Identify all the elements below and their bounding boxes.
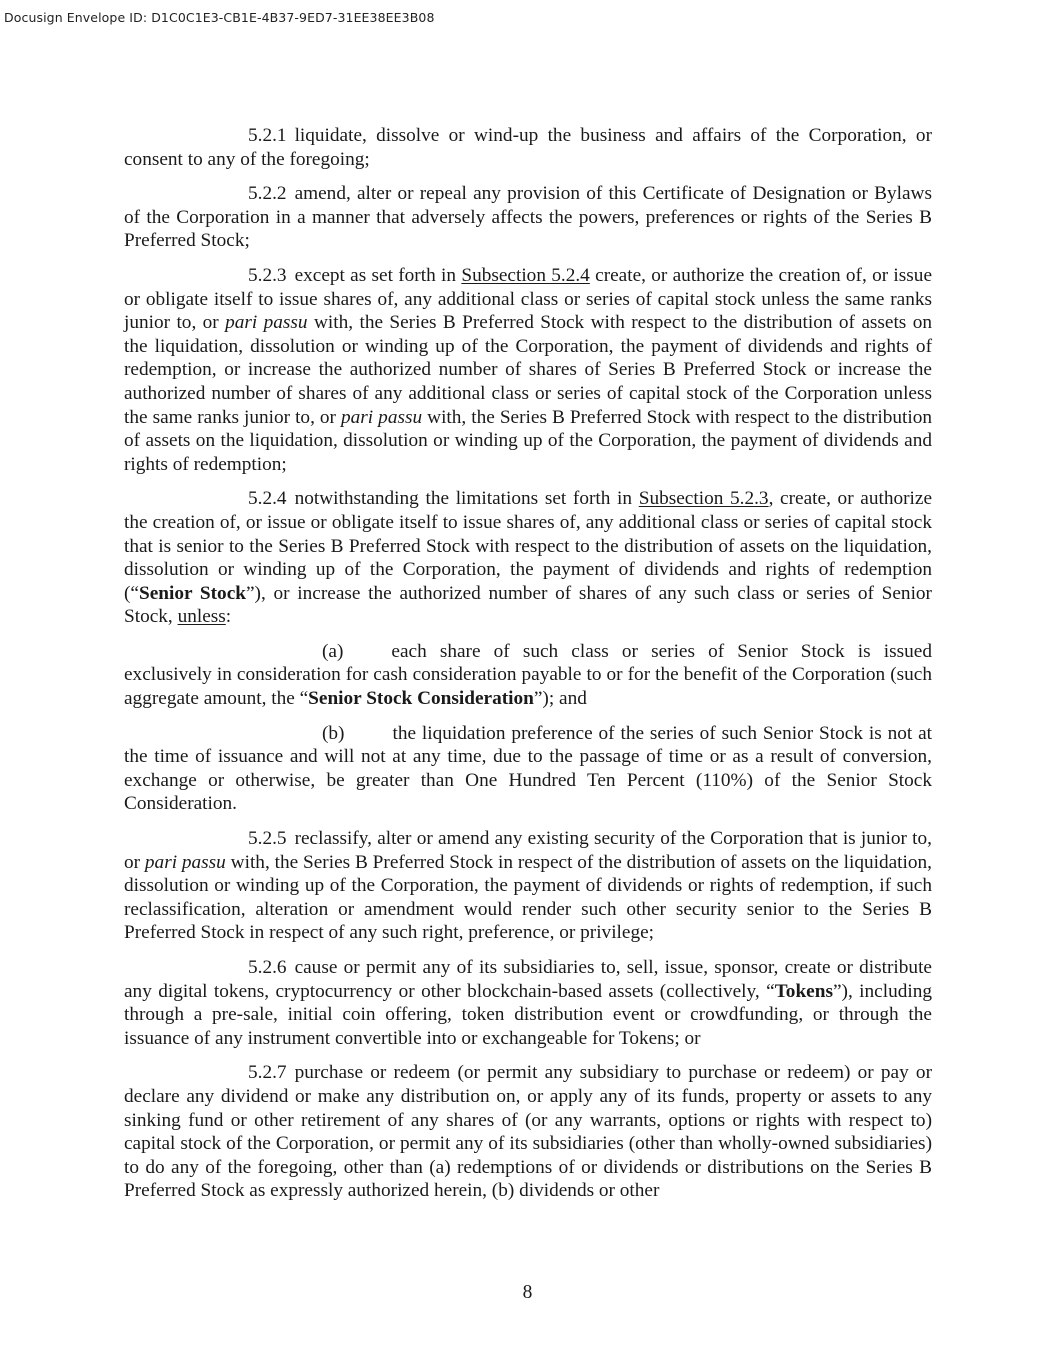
underlined-term: unless: [177, 606, 226, 628]
paragraph-5-2-5: [124, 827, 932, 945]
defined-term: Tokens: [774, 980, 833, 1002]
paragraph-text: ”), including through a pre-sale, initial coin offering, token distribution event or crowdfunding, or through the issuance of any instrument convertible into or exchangeable for Tokens; or: [124, 980, 933, 1049]
paragraph-text: with, the Series B Preferred Stock with respect to the distribution of assets on the liquidation, dissolution or winding up of the Corporation, the payment of dividends and rights of redemption;: [124, 406, 932, 475]
subsection-reference-link: Subsection 5.2.3: [638, 488, 769, 510]
paragraph-5-2-6: [124, 956, 932, 1050]
defined-term: Senior Stock Consideration: [308, 688, 534, 710]
section-number: 5.2.1: [248, 125, 287, 146]
paragraph-text: liquidate, dissolve or wind-up the business and affairs of the Corporation, or consent to any of the foregoing;: [124, 125, 932, 170]
docusign-envelope-id: Docusign Envelope ID: D1C0C1E3-CB1E-4B37-9ED7-31EE38EE3B08: [4, 10, 435, 25]
subsection-reference-link: Subsection 5.2.4: [461, 264, 590, 286]
italic-term: pari passu: [225, 312, 308, 334]
item-label: (b): [322, 722, 345, 744]
italic-term: pari passu: [144, 851, 226, 873]
paragraph-text: , create, or authorize the creation of, or issue or obligate itself to issue shares of, any additional class or series of capital stock that is senior to the Series B Preferred Stock with respect to the distribution of assets on the liquidation, dissolution or winding up of the Corporation, the payment of dividends and rights of redemption (“: [124, 488, 932, 604]
paragraph-b: [124, 722, 932, 816]
italic-term: pari passu: [341, 406, 423, 428]
paragraph-5-2-4: [124, 487, 932, 629]
paragraph-text: with, the Series B Preferred Stock with respect to the distribution of assets on the liquidation, dissolution or winding up of the Corporation, the payment of dividends and rights of redemption, or increase the authorized number of shares of Series B Preferred Stock or increase the authorized number of shares of any additional class or series of capital stock of the Corporation unless the same ranks junior to, or: [124, 312, 932, 428]
section-number: 5.2.7: [248, 1062, 287, 1084]
defined-term: Senior Stock: [138, 582, 246, 604]
section-number: 5.2.6: [248, 957, 287, 978]
section-number: 5.2.2: [248, 183, 287, 205]
paragraph-text: purchase or redeem (or permit any subsidiary to purchase or redeem) or pay or declare any dividend or make any distribution on, or apply any of its funds, property or assets to any sinking fund or other retirement of any shares of (or any warrants, options or rights with respect to) capital stock of the Corporation, or permit any of its subsidiaries (other than wholly-owned subsidiaries) to do any of the foregoing, other than (a) redemptions of or dividends or distributions on the Series B Preferred Stock as expressly authorized herein, (b) dividends or other: [124, 1062, 932, 1202]
paragraph-text: each share of such class or series of Senior Stock is issued exclusively in consideration for cash consideration payable to or for the benefit of the Corporation (such aggregate amount, the “: [124, 640, 932, 710]
paragraph-5-2-3: [124, 264, 932, 476]
section-number: 5.2.3: [248, 264, 287, 286]
paragraph-text: the liquidation preference of the series of such Senior Stock is not at the time of issuance and will not at any time, due to the passage of time or as a result of conversion, exchange or otherwise, be greater than One Hundred Ten Percent (110%) of the Senior Stock Consideration.: [124, 722, 932, 815]
paragraph-5-2-2: [124, 182, 932, 253]
document-body: [124, 124, 932, 1203]
paragraph-text: ”); and: [533, 688, 587, 710]
paragraph-text: create, or authorize the creation of, or issue or obligate itself to issue shares of, any additional class or series of capital stock unless the same ranks junior to, or: [124, 264, 932, 334]
paragraph-5-2-1: [124, 124, 932, 171]
paragraph-a: [124, 640, 932, 711]
paragraph-text: reclassify, alter or amend any existing security of the Corporation that is junior to, or: [124, 828, 932, 873]
paragraph-text: :: [225, 606, 232, 628]
paragraph-text: amend, alter or repeal any provision of this Certificate of Designation or Bylaws of the Corporation in a manner that adversely affects the powers, preferences or rights of the Series B Preferred Stock;: [124, 183, 932, 252]
paragraph-text: ”), or increase the authorized number of shares of any such class or series of Senior Stock,: [124, 582, 932, 628]
section-number: 5.2.5: [248, 828, 287, 850]
paragraph-text: cause or permit any of its subsidiaries to, sell, issue, sponsor, create or distribute any digital tokens, cryptocurrency or other blockchain-based assets (collectively, “: [124, 957, 932, 1002]
item-label: (a): [322, 640, 344, 662]
paragraph-text: except as set forth in: [294, 264, 457, 286]
page-number: 8: [522, 1282, 533, 1303]
paragraph-text: notwithstanding the limitations set forth in: [294, 488, 633, 510]
paragraph-text: with, the Series B Preferred Stock in respect of the distribution of assets on the liquidation, dissolution or winding up of the Corporation, the payment of dividends or rights of redemption, if such reclassification, alteration or amendment would render such other security senior to the Series B Preferred Stock in respect of any such right, preference, or privilege;: [124, 851, 932, 944]
paragraph-5-2-7: [124, 1061, 932, 1203]
section-number: 5.2.4: [248, 488, 287, 510]
